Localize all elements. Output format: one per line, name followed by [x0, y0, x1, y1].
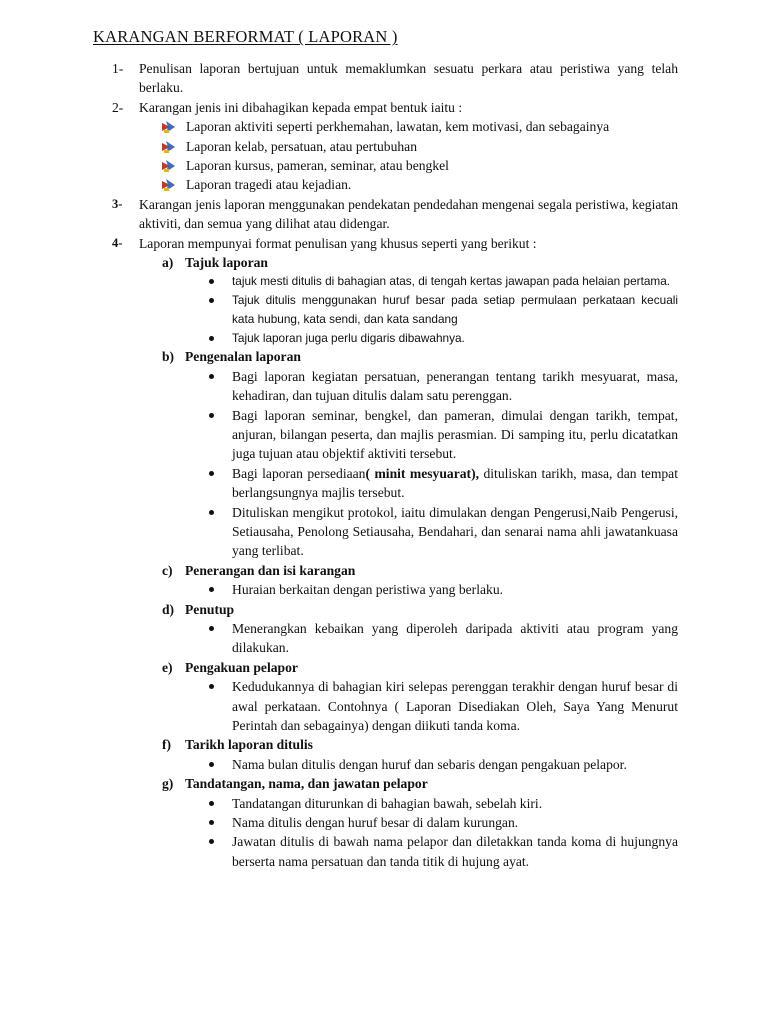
item-text: Laporan mempunyai format penulisan yang khusus seperti yang berikut : — [139, 235, 537, 251]
report-form-text: Laporan kelab, persatuan, atau pertubuhan — [186, 138, 417, 154]
bullet-text-bold: ( minit mesyuarat), — [365, 465, 479, 481]
bullet-item — [112, 832, 678, 871]
report-form-item — [112, 117, 678, 136]
document-body — [112, 59, 678, 871]
section-d-bullets — [112, 619, 678, 658]
bullet-text: Tajuk laporan juga perlu digaris dibawahnya. — [232, 330, 465, 345]
bullet-dot-icon — [209, 684, 214, 689]
document-title: KARANGAN BERFORMAT ( LAPORAN ) — [93, 27, 398, 46]
bullet-dot-icon — [209, 510, 214, 515]
section-letter: d) — [162, 601, 175, 617]
report-form-text: Laporan aktiviti seperti perkhemahan, lawatan, kem motivasi, dan sebagainya — [186, 119, 610, 135]
bullet-text: Kedudukannya di bahagian kiri selepas perenggan terakhir dengan huruf besar di awal perkataan. Contohnya ( Laporan Disediakan Oleh, Saya Yang Menurut Perintah dan sebagainya) dengan diikuti tanda koma. — [232, 679, 678, 733]
item-text: Karangan jenis laporan menggunakan pendekatan pendedahan mengenai segala peristiwa, kegiatan aktiviti, dan semua yang dilihat atau didengar. — [139, 196, 678, 232]
list-item-4 — [112, 234, 678, 253]
bullet-item — [112, 272, 678, 291]
bullet-dot-icon — [209, 839, 214, 844]
section-title: Tandatangan, nama, dan jawatan pelapor — [185, 776, 428, 792]
bullet-dot-icon — [209, 298, 214, 303]
section-heading-penerangan — [112, 561, 678, 580]
report-form-text: Laporan tragedi atau kejadian. — [186, 177, 352, 193]
report-form-item — [112, 137, 678, 156]
report-form-text: Laporan kursus, pameran, seminar, atau bengkel — [186, 158, 449, 174]
bullet-text: Huraian berkaitan dengan peristiwa yang berlaku. — [232, 582, 504, 598]
bullet-text: Bagi laporan kegiatan persatuan, penerangan tentang tarikh mesyuarat, masa, kehadiran, dan tujuan ditulis dalam satu perenggan. — [232, 368, 678, 404]
section-title: Penerangan dan isi karangan — [185, 562, 356, 578]
bullet-text-pre: Bagi laporan persediaan — [232, 465, 366, 481]
section-heading-tajuk-laporan — [112, 253, 678, 272]
item-number: 4- — [112, 235, 123, 250]
bullet-text: Tandatangan diturunkan di bahagian bawah, sebelah kiri. — [232, 795, 543, 811]
bullet-item — [112, 503, 678, 561]
bullet-item — [112, 813, 678, 832]
report-form-item — [112, 175, 678, 194]
section-heading-penutup — [112, 600, 678, 619]
bullet-dot-icon — [209, 374, 214, 379]
section-heading-pengenalan-laporan — [112, 347, 678, 366]
bullet-dot-icon — [209, 587, 214, 592]
bullet-text: Menerangkan kebaikan yang diperoleh daripada aktiviti atau program yang dilakukan. — [232, 620, 678, 656]
bullet-text-post: dituliskan tarikh, masa, dan tempat berlangsungnya majlis tersebut. — [232, 465, 678, 501]
section-letter: e) — [162, 659, 173, 675]
section-heading-tandatangan — [112, 774, 678, 793]
item-text: Karangan jenis ini dibahagikan kepada empat bentuk iaitu : — [139, 99, 463, 115]
arrow-bullet-icon — [162, 160, 176, 172]
bullet-text: tajuk mesti ditulis di bahagian atas, di tengah kertas jawapan pada helaian pertama. — [232, 274, 671, 289]
section-heading-tarikh-laporan — [112, 735, 678, 754]
bullet-dot-icon — [209, 762, 214, 767]
section-heading-pengakuan-pelapor — [112, 658, 678, 677]
bullet-text: Nama ditulis dengan huruf besar di dalam kurungan. — [232, 815, 519, 831]
bullet-dot-icon — [209, 413, 214, 418]
section-letter: b) — [162, 349, 175, 365]
item-number: 2- — [112, 99, 124, 115]
bullet-text: Jawatan ditulis di bawah nama pelapor dan diletakkan tanda koma di hujungnya berserta nama persatuan dan tanda titik di hujung ayat. — [232, 834, 678, 869]
bullet-dot-icon — [209, 801, 214, 806]
bullet-text: Dituliskan mengikut protokol, iaitu dimulakan dengan Pengerusi,Naib Pengerusi, Setiausaha, Penolong Setiausaha, Bendahari, dan senarai nama ahli jawatankuasa yang terlibat. — [232, 504, 678, 559]
bullet-text: Bagi laporan seminar, bengkel, dan pameran, dimulai dengan tarikh, tempat, anjuran, bilangan peserta, dan majlis perasmian. Di samping itu, perlu dicatatkan juga tujuan atau objektif aktiviti tersebut. — [232, 407, 678, 462]
section-title: Tarikh laporan ditulis — [185, 737, 313, 753]
bullet-item — [112, 755, 678, 774]
section-title: Pengakuan pelapor — [185, 659, 298, 675]
arrow-bullet-icon — [162, 121, 176, 133]
section-e-bullets — [112, 677, 678, 735]
bullet-item — [112, 291, 678, 328]
bullet-item — [112, 580, 678, 599]
bullet-dot-icon — [209, 279, 214, 284]
section-letter: a) — [162, 255, 174, 271]
bullet-item — [112, 619, 678, 658]
section-letter: f) — [162, 737, 172, 753]
report-forms-list — [112, 117, 678, 195]
report-form-item — [112, 156, 678, 175]
section-letter: g) — [162, 776, 174, 792]
bullet-text: Tajuk ditulis menggunakan huruf besar pada setiap permulaan perkataan kecuali kata hubung, kata sendi, dan kata sandang — [232, 293, 678, 326]
bullet-item — [112, 464, 678, 503]
section-f-bullets — [112, 755, 678, 774]
item-number: 3- — [112, 196, 123, 211]
arrow-bullet-icon — [162, 179, 176, 191]
bullet-item — [112, 677, 678, 735]
section-letter: c) — [162, 562, 173, 578]
section-c-bullets — [112, 580, 678, 599]
section-b-bullets — [112, 367, 678, 561]
section-title: Penutup — [185, 601, 235, 617]
section-g-bullets — [112, 794, 678, 872]
bullet-dot-icon — [209, 820, 214, 825]
section-title: Tajuk laporan — [185, 255, 268, 271]
item-text: Penulisan laporan bertujuan untuk memaklumkan sesuatu perkara atau peristiwa yang telah berlaku. — [139, 61, 678, 96]
bullet-item — [112, 794, 678, 813]
bullet-dot-icon — [209, 336, 214, 341]
list-item-2 — [112, 98, 678, 117]
bullet-dot-icon — [209, 626, 214, 631]
section-title: Pengenalan laporan — [185, 349, 301, 365]
section-a-bullets — [112, 272, 678, 347]
arrow-bullet-icon — [162, 141, 176, 153]
list-item-1 — [112, 59, 678, 98]
item-number: 1- — [112, 61, 124, 76]
bullet-text: Nama bulan ditulis dengan huruf dan sebaris dengan pengakuan pelapor. — [232, 756, 627, 772]
bullet-item — [112, 329, 678, 348]
bullet-dot-icon — [209, 471, 214, 476]
bullet-item — [112, 406, 678, 464]
bullet-item — [112, 367, 678, 406]
list-item-3 — [112, 195, 678, 234]
